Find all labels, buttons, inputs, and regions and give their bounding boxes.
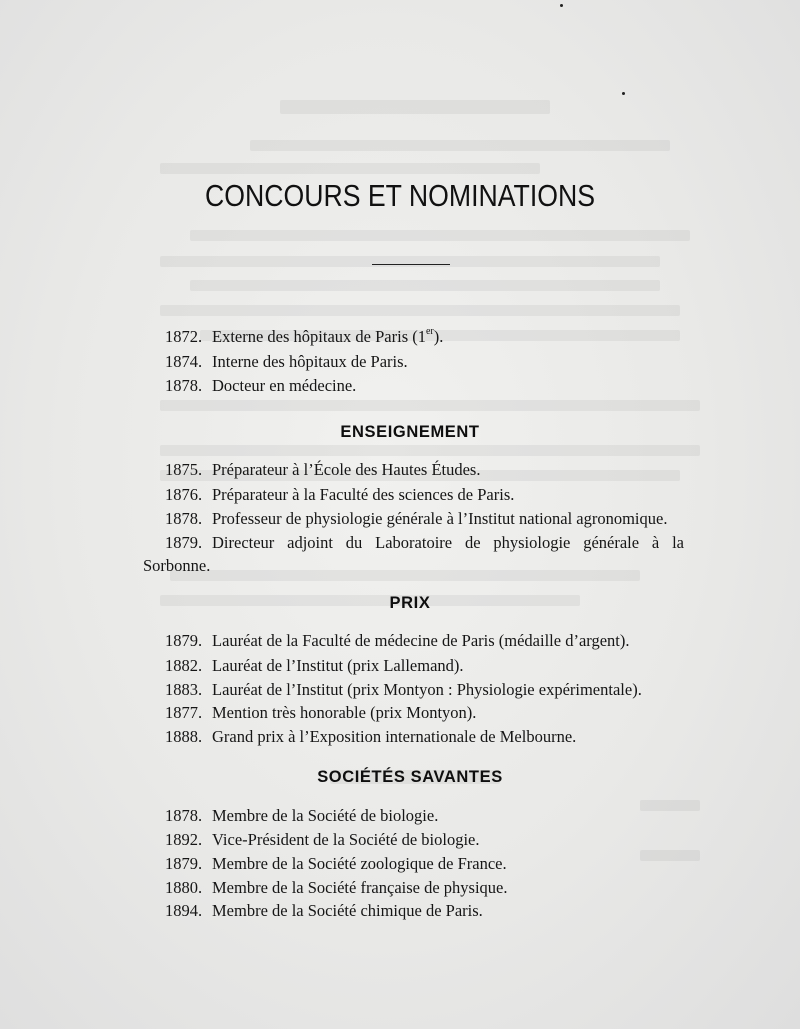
section-heading-prix: PRIX	[389, 594, 431, 612]
title-rule	[372, 264, 450, 265]
entry-text: Lauréat de l’Institut (prix Montyon : Physiologie expérimentale).	[212, 680, 642, 699]
list-item	[165, 631, 630, 651]
entry-year: 1878.	[165, 509, 203, 528]
entry-year: 1878.	[165, 806, 203, 825]
entry-year: 1878.	[165, 376, 203, 395]
list-item	[165, 656, 464, 676]
list-item	[165, 485, 514, 505]
list-item	[165, 703, 476, 723]
list-item	[165, 727, 576, 747]
entry-text: Lauréat de la Faculté de médecine de Paris (médaille d’argent).	[212, 631, 630, 650]
entry-text: Vice-Président de la Société de biologie.	[212, 830, 480, 849]
entry-year: 1880.	[165, 878, 203, 897]
entry-text: Membre de la Société zoologique de France.	[212, 854, 507, 873]
entry-year: 1882.	[165, 656, 203, 675]
entry-text-end: ).	[433, 327, 444, 346]
entry-year: 1879.	[165, 854, 203, 873]
speck	[622, 92, 625, 95]
entry-year: 1888.	[165, 727, 203, 746]
list-item	[165, 878, 508, 898]
section-heading-societes-savantes: SOCIÉTÉS SAVANTES	[317, 768, 503, 786]
list-item	[165, 509, 667, 529]
entry-text: Membre de la Société française de physique.	[212, 878, 508, 897]
list-item	[165, 533, 684, 553]
entry-text: Lauréat de l’Institut (prix Lallemand).	[212, 656, 464, 675]
entry-superscript: er	[425, 326, 434, 337]
entry-year: 1894.	[165, 901, 203, 920]
entry-year: 1877.	[165, 703, 203, 722]
entry-text: Interne des hôpitaux de Paris.	[212, 352, 408, 371]
entry-year: 1892.	[165, 830, 203, 849]
entry-year: 1879.	[165, 533, 203, 552]
entry-year: 1874.	[165, 352, 203, 371]
entry-year: 1879.	[165, 631, 203, 650]
entry-text: Mention très honorable (prix Montyon).	[212, 703, 477, 722]
page-title: CONCOURS ET NOMINATIONS	[204, 178, 596, 213]
list-item	[165, 460, 480, 480]
entry-text: Docteur en médecine.	[212, 376, 357, 395]
entry-text: Préparateur à la Faculté des sciences de Paris.	[212, 485, 515, 504]
entry-text: Membre de la Société chimique de Paris.	[212, 901, 483, 920]
section-heading-enseignement: ENSEIGNEMENT	[340, 423, 480, 441]
list-item	[165, 680, 642, 700]
entry-text: Externe des hôpitaux de Paris (1	[212, 327, 426, 346]
entry-text: Professeur de physiologie générale à l’Institut national agronomique.	[212, 509, 668, 528]
list-item	[165, 830, 480, 850]
entry-year: 1875.	[165, 460, 203, 479]
entry-year: 1876.	[165, 485, 203, 504]
entry-text: Membre de la Société de biologie.	[212, 806, 439, 825]
entry-year: 1883.	[165, 680, 203, 699]
entry-year: 1872.	[165, 327, 203, 346]
list-item	[165, 376, 356, 396]
entry-text: Grand prix à l’Exposition internationale de Melbourne.	[212, 727, 577, 746]
list-item	[165, 901, 483, 921]
list-item-continuation: Sorbonne.	[143, 556, 211, 575]
entry-text: Préparateur à l’École des Hautes Études.	[212, 460, 481, 479]
entry-text: Directeur adjoint du Laboratoire de physiologie générale à la	[212, 533, 684, 552]
list-item	[165, 327, 443, 347]
speck	[560, 4, 563, 7]
list-item	[165, 806, 438, 826]
list-item	[165, 352, 408, 372]
list-item	[165, 854, 507, 874]
